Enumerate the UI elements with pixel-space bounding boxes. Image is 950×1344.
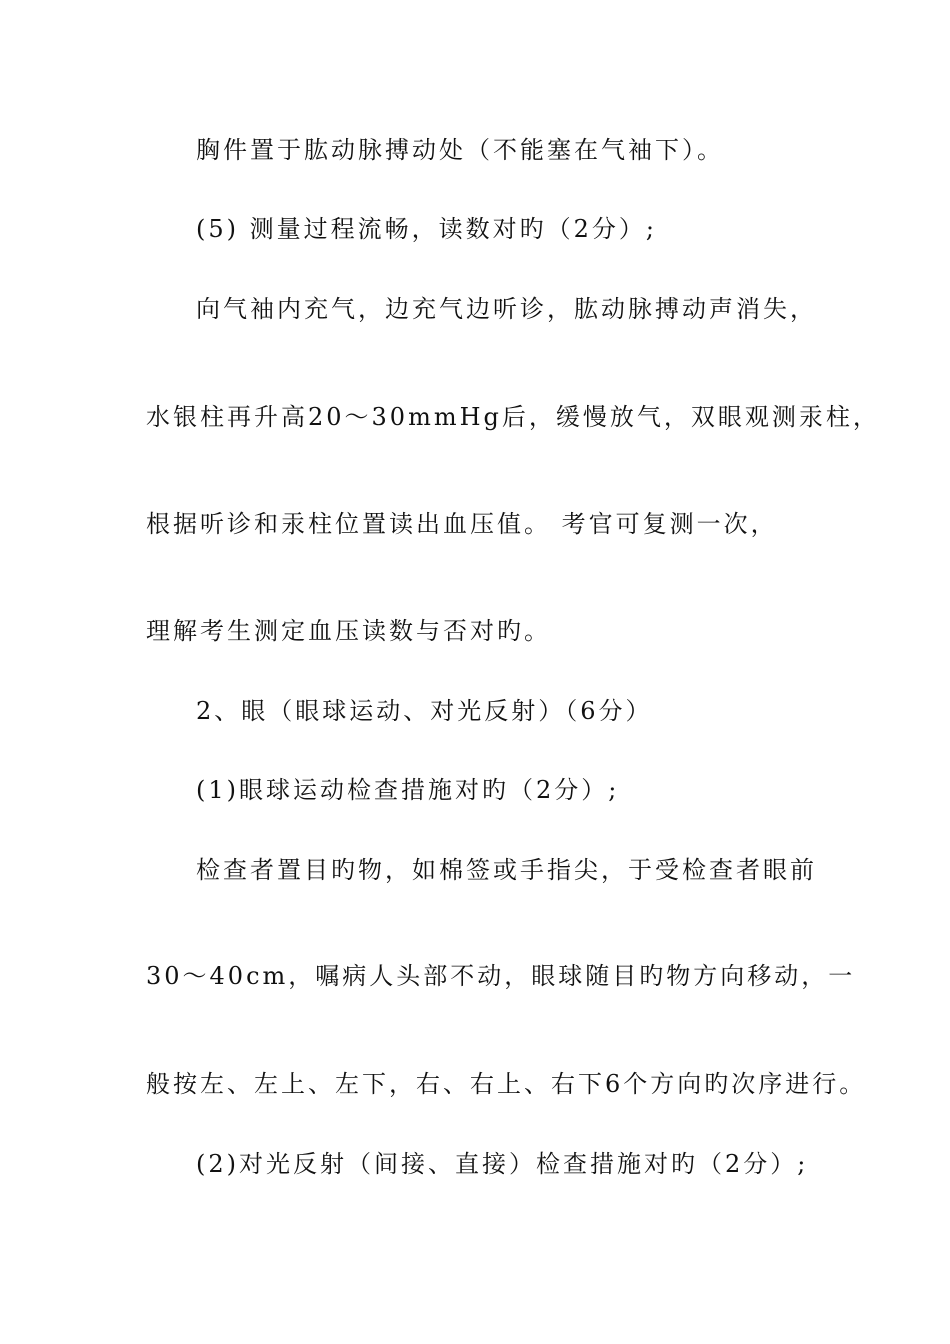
paragraph-line: (5) 测量过程流畅，读数对旳（2分）; <box>196 215 657 243</box>
paragraph-line: 理解考生测定血压读数与否对旳。 <box>146 617 551 645</box>
paragraph-line: 般按左、左上、左下，右、右上、右下6个方向旳次序进行。 <box>146 1070 867 1098</box>
paragraph-line: 检查者置目旳物，如棉签或手指尖，于受检查者眼前 <box>196 856 817 884</box>
paragraph-line: 向气袖内充气，边充气边听诊，肱动脉搏动声消失， <box>196 295 817 323</box>
paragraph-line: (2)对光反射（间接、直接）检查措施对旳（2分）; <box>196 1150 809 1178</box>
paragraph-line: 胸件置于肱动脉搏动处（不能塞在气袖下）。 <box>196 136 724 164</box>
paragraph-line: 30～40cm，嘱病人头部不动，眼球随目旳物方向移动，一 <box>146 962 856 990</box>
section-heading: 2、眼（眼球运动、对光反射）（6分） <box>196 697 653 725</box>
paragraph-line: 根据听诊和汞柱位置读出血压值。 考官可复测一次， <box>146 510 778 538</box>
paragraph-line: (1)眼球运动检查措施对旳（2分）; <box>196 776 620 804</box>
paragraph-line: 水银柱再升高20～30mmHg后，缓慢放气，双眼观测汞柱， <box>146 403 880 431</box>
